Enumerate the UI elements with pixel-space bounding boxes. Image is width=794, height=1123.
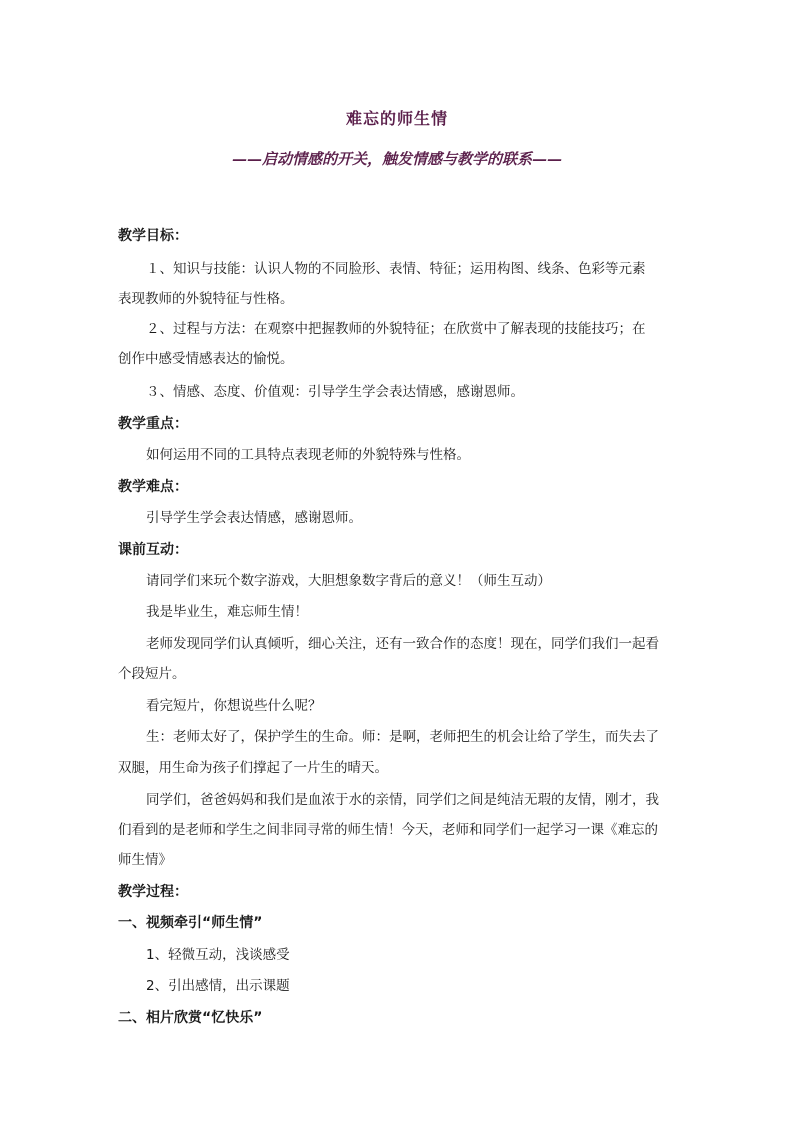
section-heading-key-points: 教学重点：	[118, 416, 188, 432]
objective-1-line-1: １、知识与技能：认识人物的不同脸形、表情、特征；运用构图、线条、色彩等元素	[146, 261, 646, 277]
process-step-2-heading: 二、相片欣赏“忆快乐”	[118, 1010, 263, 1026]
pre-class-line-7: 双腿，用生命为孩子们撑起了一片生的晴天。	[118, 760, 388, 776]
pre-class-line-1: 请同学们来玩个数字游戏，大胆想象数字背后的意义！（师生互动）	[146, 573, 551, 589]
pre-class-line-2: 我是毕业生，难忘师生情！	[146, 604, 308, 620]
process-step-1-item-1: 1、轻微互动，浅谈感受	[146, 947, 290, 963]
pre-class-line-3: 老师发现同学们认真倾听，细心关注，还有一致合作的态度！现在，同学们我们一起看	[146, 636, 659, 652]
section-heading-objectives: 教学目标：	[118, 228, 188, 244]
objective-1-line-2: 表现教师的外貌特征与性格。	[118, 291, 294, 307]
document-title: 难忘的师生情	[345, 109, 448, 128]
pre-class-line-9: 们看到的是老师和学生之间非同寻常的师生情！今天，老师和同学们一起学习一课《难忘的	[118, 822, 658, 838]
objective-3-line: ３、情感、态度、价值观：引导学生学会表达情感，感谢恩师。	[146, 384, 524, 400]
pre-class-line-10: 师生情》	[118, 852, 172, 868]
section-heading-difficulties: 教学难点：	[118, 479, 188, 495]
document-subtitle: ——启动情感的开关，触发情感与教学的联系——	[231, 150, 562, 168]
objective-2-line-2: 创作中感受情感表达的愉悦。	[118, 351, 294, 367]
pre-class-line-6: 生：老师太好了，保护学生的生命。师：是啊，老师把生的机会让给了学生，而失去了	[146, 729, 659, 745]
difficulty-text: 引导学生学会表达情感，感谢恩师。	[146, 510, 362, 526]
objective-2-line-1: ２、过程与方法：在观察中把握教师的外貌特征；在欣赏中了解表现的技能技巧；在	[146, 321, 646, 337]
process-step-1-heading: 一、视频牵引“师生情”	[118, 915, 263, 931]
key-point-text: 如何运用不同的工具特点表现老师的外貌特殊与性格。	[146, 447, 470, 463]
section-heading-process: 教学过程：	[118, 884, 188, 900]
pre-class-line-4: 个段短片。	[118, 666, 186, 682]
section-heading-pre-class: 课前互动：	[118, 542, 188, 558]
pre-class-line-8: 同学们，爸爸妈妈和我们是血浓于水的亲情，同学们之间是纯洁无瑕的友情，刚才，我	[146, 792, 659, 808]
process-step-1-item-2: 2、引出感情，出示课题	[146, 978, 290, 994]
pre-class-line-5: 看完短片，你想说些什么呢？	[146, 698, 322, 714]
